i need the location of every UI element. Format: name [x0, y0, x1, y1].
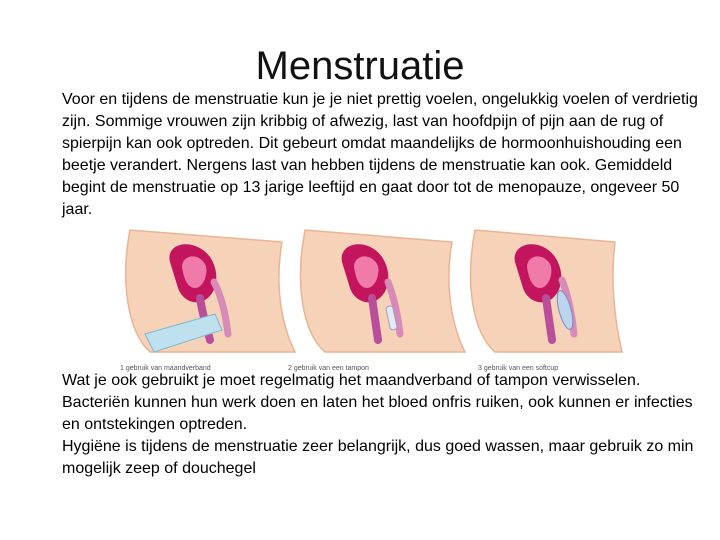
panel-softcup — [471, 230, 622, 352]
slide-title: Menstruatie — [255, 44, 465, 88]
panel-pad — [126, 230, 295, 352]
intro-paragraph: Voor en tijdens de menstruatie kun je je niet prettig voelen, ongelukkig voelen of verdrietig zijn. Sommige vrouwen zijn kribbig of afwezig, last van hoofdpijn of pijn aan de rug of spierpijn kan ook optreden. Dit gebeurt omdat maandelijks de hormoonhuishouding een beetje verandert. Nergens last van hebben tijdens de menstruatie kan ook. Gemiddeld begint de menstruatie op 13 jarige leeftijd en gaat door tot de menopauze, ongeveer 50 jaar. — [62, 91, 698, 218]
panel-tampon — [301, 230, 465, 352]
caption-pad: 1 gebruik van maandverband — [120, 365, 211, 372]
advice-paragraph: Wat je ook gebruikt je moet regelmatig het maandverband of tampon verwisselen. Bacteriën kunnen hun werk doen en laten het bloed onfris ruiken, ook kunnen er infecties en ontstekingen optreden. — [62, 372, 693, 433]
anatomy-illustration — [110, 222, 630, 374]
caption-softcup: 3 gebruik van een softcup — [478, 365, 559, 372]
caption-tampon: 2 gebruik van een tampon — [288, 365, 369, 372]
hygiene-paragraph: Hygiëne is tijdens de menstruatie zeer belangrijk, dus goed wassen, maar gebruik zo min mogelijk zeep of douchegel — [62, 438, 694, 477]
advice-block — [62, 370, 702, 480]
